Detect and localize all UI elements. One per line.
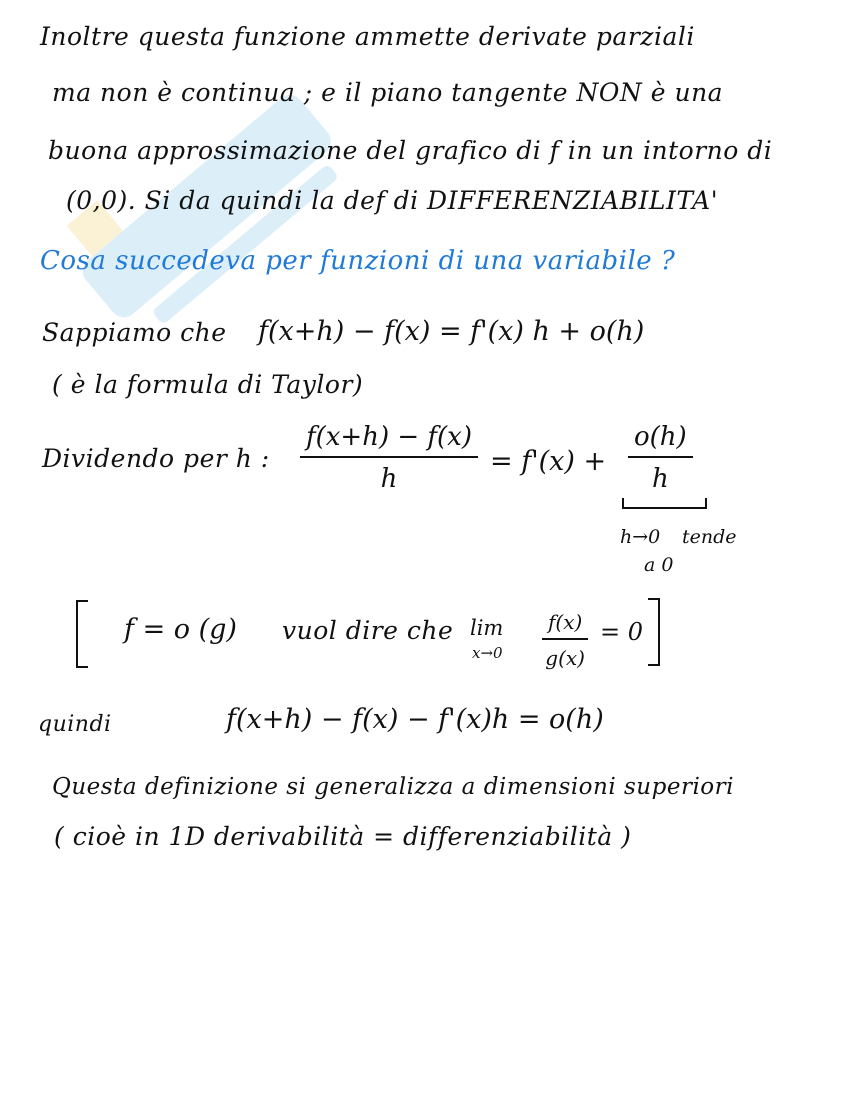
equation-middle: = f'(x) + (490, 446, 607, 477)
difference-quotient-numerator: f(x+h) − f(x) (300, 422, 478, 458)
brace-to-zero: a 0 (644, 554, 674, 576)
brace-tende: tende (682, 526, 737, 548)
definition-fraction (542, 610, 588, 670)
remainder-numerator: o(h) (628, 422, 693, 458)
differentiability-equation: f(x+h) − f(x) − f'(x)h = o(h) (226, 704, 604, 735)
definition-fraction-denominator: g(x) (545, 646, 585, 670)
brace-limit: h→0 (620, 526, 661, 548)
dividendo-label: Dividendo per h : (42, 444, 270, 473)
definition-fraction-numerator: f(x) (542, 610, 588, 640)
generalization-line: Questa definizione si generalizza a dimensioni superiori (52, 774, 735, 800)
difference-quotient (300, 422, 478, 494)
little-o-definition: f = o (g) (124, 614, 237, 645)
sappiamo-label: Sappiamo che (42, 318, 227, 347)
right-bracket (648, 598, 660, 666)
limit-symbol: lim (470, 616, 504, 640)
definition-text: vuol dire che (282, 616, 454, 645)
taylor-equation: f(x+h) − f(x) = f'(x) h + o(h) (258, 316, 645, 347)
question-heading: Cosa succedeva per funzioni di una variabile ? (40, 246, 676, 276)
quindi-label: quindi (38, 712, 112, 737)
text-line-2: ma non è continua ; e il piano tangente NON è una (52, 78, 724, 107)
one-d-equivalence-line: ( cioè in 1D derivabilità = differenziabilità ) (54, 822, 632, 851)
difference-quotient-denominator: h (380, 464, 398, 494)
underbrace (620, 496, 710, 516)
text-line-4: (0,0). Si da quindi la def di DIFFERENZIABILITA' (66, 186, 719, 215)
limit-subscript: x→0 (472, 644, 503, 662)
left-bracket (76, 600, 88, 668)
text-line-3: buona approssimazione del grafico di f in un intorno di (48, 136, 773, 165)
remainder-fraction (628, 422, 693, 494)
taylor-note: ( è la formula di Taylor) (52, 370, 364, 399)
text-line-1: Inoltre questa funzione ammette derivate parziali (40, 22, 695, 51)
definition-equals-zero: = 0 (600, 618, 644, 646)
remainder-denominator: h (651, 464, 669, 494)
